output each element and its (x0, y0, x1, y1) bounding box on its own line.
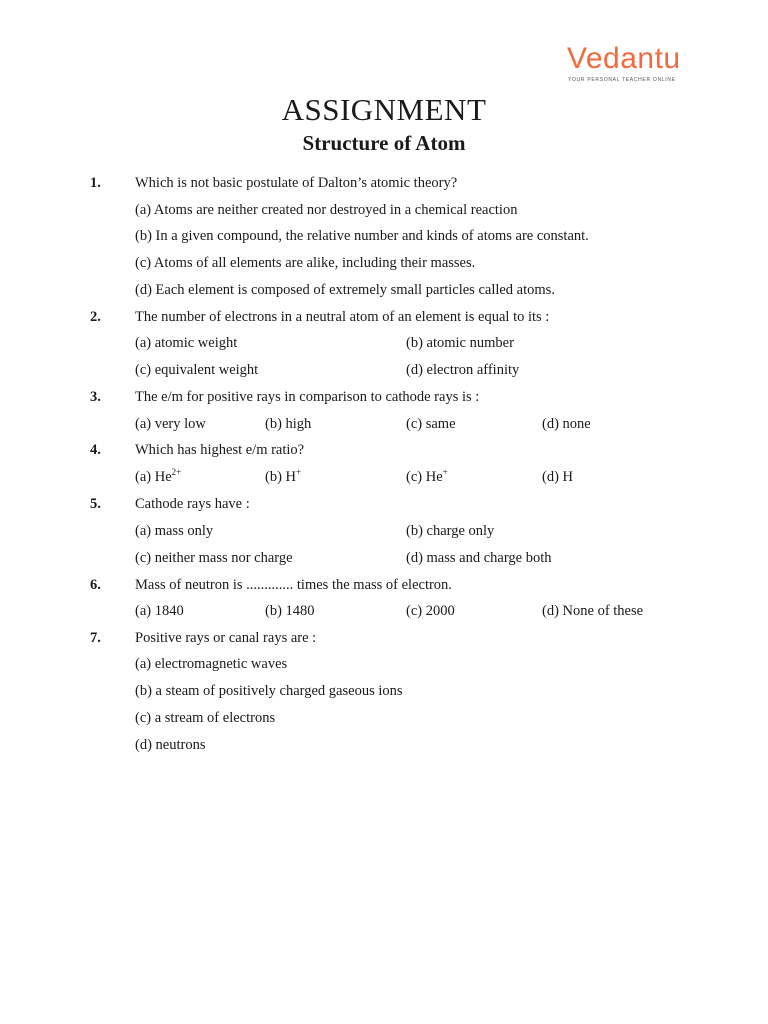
question-text: Mass of neutron is ............. times the mass of electron. (135, 577, 452, 593)
option: (c) neither mass nor charge (135, 550, 293, 566)
charge-superscript: 2+ (171, 467, 182, 477)
option: (c) equivalent weight (135, 362, 259, 378)
option (135, 468, 181, 486)
question-text: Which has highest e/m ratio? (135, 442, 305, 458)
page-title: ASSIGNMENT (281, 92, 487, 127)
question-number: 4. (90, 442, 101, 458)
option: (d) none (542, 416, 591, 432)
option: (c) a stream of electrons (135, 710, 276, 726)
vedantu-logo (567, 42, 687, 86)
option (406, 468, 448, 486)
question-number: 3. (90, 389, 101, 405)
logo-tagline: YOUR PERSONAL TEACHER ONLINE (568, 77, 676, 83)
question-number: 7. (90, 630, 101, 646)
option-text: (b) H (265, 469, 297, 485)
option: (d) electron affinity (406, 362, 520, 378)
option (542, 468, 573, 486)
question-text: Cathode rays have : (135, 496, 250, 512)
question-text: Which is not basic postulate of Dalton’s atomic theory? (135, 175, 458, 191)
page-subtitle: Structure of Atom (302, 131, 466, 155)
option: (a) atomic weight (135, 335, 238, 351)
option: (d) None of these (542, 603, 644, 619)
question-number: 5. (90, 496, 101, 512)
question-text: The number of electrons in a neutral atom of an element is equal to its : (135, 309, 550, 325)
option: (a) mass only (135, 523, 214, 539)
option: (c) Atoms of all elements are alike, including their masses. (135, 255, 476, 271)
option: (a) Atoms are neither created nor destroyed in a chemical reaction (135, 202, 518, 218)
option: (b) charge only (406, 523, 495, 539)
question-number: 1. (90, 175, 101, 191)
option: (d) mass and charge both (406, 550, 552, 566)
option: (a) very low (135, 416, 206, 432)
charge-superscript: + (442, 467, 448, 477)
option: (c) same (406, 416, 456, 432)
option: (b) atomic number (406, 335, 514, 351)
option: (c) 2000 (406, 603, 455, 619)
charge-superscript: + (296, 467, 302, 477)
question-text: Positive rays or canal rays are : (135, 630, 317, 646)
option: (b) 1480 (265, 603, 315, 619)
option-text: (a) He (135, 469, 172, 485)
option: (a) electromagnetic waves (135, 656, 288, 672)
question-text: The e/m for positive rays in comparison to cathode rays is : (135, 389, 480, 405)
option-text: (c) He (406, 469, 443, 485)
question-number: 6. (90, 577, 101, 593)
option: (b) a steam of positively charged gaseous ions (135, 683, 403, 699)
option: (d) Each element is composed of extremely small particles called atoms. (135, 282, 555, 298)
logo-wordmark: Vedantu (567, 42, 681, 75)
option: (b) In a given compound, the relative number and kinds of atoms are constant. (135, 228, 589, 244)
option: (b) high (265, 416, 312, 432)
option: (d) neutrons (135, 737, 206, 753)
option-text: (d) H (542, 469, 574, 485)
option (265, 468, 301, 486)
question-number: 2. (90, 309, 101, 325)
option: (a) 1840 (135, 603, 184, 619)
